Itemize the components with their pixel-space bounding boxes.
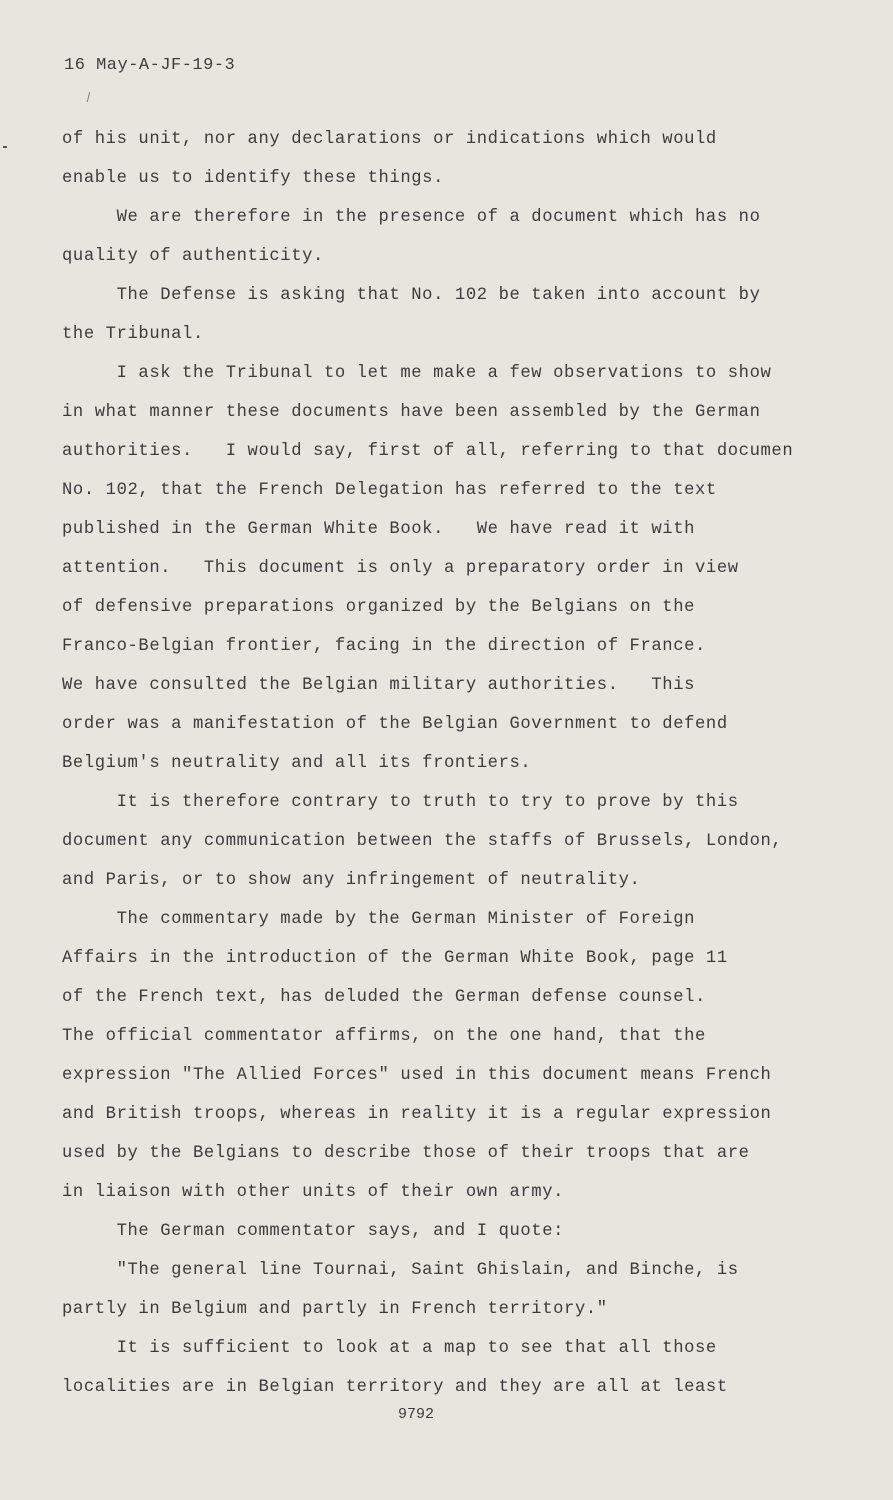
text-line: partly in Belgium and partly in French territory." xyxy=(62,1300,608,1319)
margin-mark xyxy=(3,146,7,148)
text-line: authorities. I would say, first of all, referring to that documen xyxy=(62,442,794,461)
text-line: in what manner these documents have been assembled by the German xyxy=(62,403,761,422)
text-line: and British troops, whereas in reality it is a regular expression xyxy=(62,1105,772,1124)
text-line: "The general line Tournai, Saint Ghislain, and Binche, is xyxy=(62,1261,739,1280)
text-line: The German commentator says, and I quote: xyxy=(62,1222,565,1241)
text-line: localities are in Belgian territory and they are all at least xyxy=(62,1378,728,1397)
text-line: document any communication between the staffs of Brussels, London, xyxy=(62,832,783,851)
text-line: in liaison with other units of their own army. xyxy=(62,1183,565,1202)
text-line: Belgium's neutrality and all its frontiers. xyxy=(62,754,532,773)
text-line: of defensive preparations organized by the Belgians on the xyxy=(62,598,696,617)
text-line: The commentary made by the German Minister of Foreign xyxy=(62,910,696,929)
text-line: the Tribunal. xyxy=(62,325,204,344)
text-line: Franco-Belgian frontier, facing in the direction of France. xyxy=(62,637,706,656)
text-line: used by the Belgians to describe those of their troops that are xyxy=(62,1144,750,1163)
page-reference-header: 16 May-A-JF-19-3 xyxy=(64,56,236,75)
text-line: expression "The Allied Forces" used in this document means French xyxy=(62,1066,772,1085)
text-line: and Paris, or to show any infringement of neutrality. xyxy=(62,871,641,890)
text-line: The official commentator affirms, on the one hand, that the xyxy=(62,1027,706,1046)
text-line: attention. This document is only a preparatory order in view xyxy=(62,559,739,578)
text-line: It is sufficient to look at a map to see that all those xyxy=(62,1339,717,1358)
text-line: I ask the Tribunal to let me make a few observations to show xyxy=(62,364,772,383)
text-line: of the French text, has deluded the German defense counsel. xyxy=(62,988,706,1007)
text-line: No. 102, that the French Delegation has referred to the text xyxy=(62,481,717,500)
text-line: order was a manifestation of the Belgian Government to defend xyxy=(62,715,728,734)
text-line: quality of authenticity. xyxy=(62,247,324,266)
text-line: We are therefore in the presence of a document which has no xyxy=(62,208,761,227)
text-line: It is therefore contrary to truth to try to prove by this xyxy=(62,793,739,812)
text-line: of his unit, nor any declarations or indications which would xyxy=(62,130,717,149)
text-line: The Defense is asking that No. 102 be taken into account by xyxy=(62,286,761,305)
text-line: published in the German White Book. We have read it with xyxy=(62,520,696,539)
page-number: 9792 xyxy=(398,1406,435,1423)
text-line: We have consulted the Belgian military authorities. This xyxy=(62,676,696,695)
pencil-tick-mark xyxy=(87,92,91,102)
text-line: enable us to identify these things. xyxy=(62,169,444,188)
text-line: Affairs in the introduction of the German White Book, page 11 xyxy=(62,949,728,968)
